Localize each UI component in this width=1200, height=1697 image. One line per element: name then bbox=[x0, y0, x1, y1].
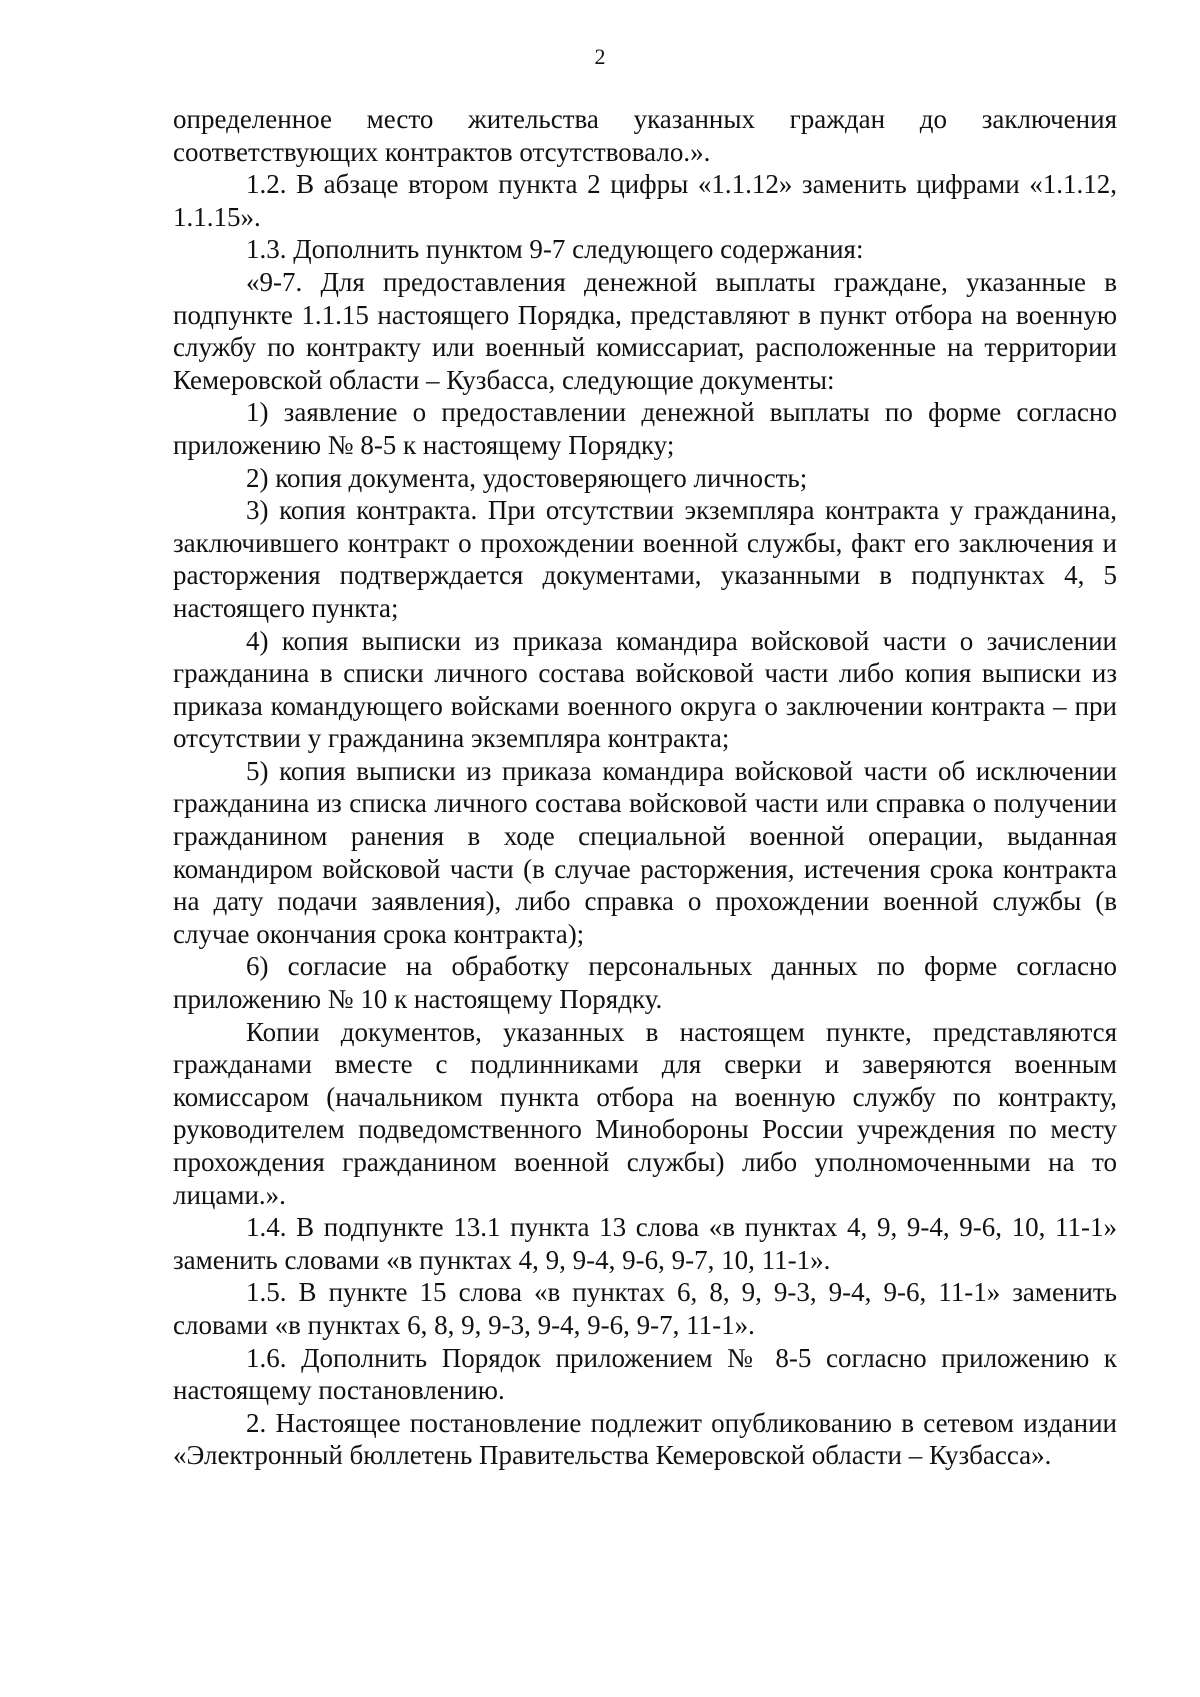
paragraph-doc-1: 1) заявление о предоставлении денежной выплаты по форме согласно приложению № 8-5 к настоящему Порядку; bbox=[173, 397, 1117, 460]
document-body bbox=[173, 103, 1117, 1472]
paragraph-doc-4: 4) копия выписки из приказа командира войсковой части о зачислении гражданина в списки личного состава войсковой части либо копия выписки из приказа командующего войсками военного округа о заключении контракта – при отсутствии у гражданина экземпляра контракта; bbox=[173, 625, 1117, 754]
paragraph-doc-2: 2) копия документа, удостоверяющего личность; bbox=[246, 462, 808, 493]
paragraph-item-1-2: 1.2. В абзаце втором пункта 2 цифры «1.1.12» заменить цифрами «1.1.12, 1.1.15». bbox=[173, 169, 1117, 232]
paragraph-copies: Копии документов, указанных в настоящем пункте, представляются гражданами вместе с подлинниками для сверки и заверяются военным комиссаром (начальником пункта отбора на военную службу по контракту, руководителем подведомственного Минобороны России учреждения по месту прохождения гражданином военной службы) либо уполномоченными на то лицами.». bbox=[173, 1016, 1117, 1210]
paragraph-item-1-4: 1.4. В подпункте 13.1 пункта 13 слова «в пунктах 4, 9, 9-4, 9-6, 10, 11-1» заменить словами «в пунктах 4, 9, 9-4, 9-6, 9-7, 10, 11-1». bbox=[173, 1212, 1117, 1275]
paragraph-doc-6: 6) согласие на обработку персональных данных по форме согласно приложению № 10 к настоящему Порядку. bbox=[173, 951, 1117, 1015]
page-number: 2 bbox=[594, 44, 606, 69]
paragraph-item-1-3: 1.3. Дополнить пунктом 9-7 следующего содержания: bbox=[246, 234, 864, 265]
paragraph-doc-3: 3) копия контракта. При отсутствии экземпляра контракта у гражданина, заключившего контракт о прохождении военной службы, факт его заключения и расторжения подтверждается документами, указанными в подпунктах 4, 5 настоящего пункта; bbox=[173, 495, 1117, 623]
paragraph-item-1-5: 1.5. В пункте 15 слова «в пунктах 6, 8, 9, 9-3, 9-4, 9-6, 11-1» заменить словами «в пунктах 6, 8, 9, 9-3, 9-4, 9-6, 9-7, 11-1». bbox=[173, 1277, 1117, 1340]
paragraph-item-1-6: 1.6. Дополнить Порядок приложением № 8-5 согласно приложению к настоящему постановлению. bbox=[173, 1342, 1117, 1406]
paragraph-doc-5: 5) копия выписки из приказа командира войсковой части об исключении гражданина из списка личного состава войсковой части или справка о получении гражданином ранения в ходе специальной военной операции, выданная командиром войсковой части (в случае расторжения, истечения срока контракта на дату подачи заявления), либо справка о прохождении военной службы (в случае окончания срока контракта); bbox=[173, 755, 1117, 949]
paragraph-continuation: определенное место жительства указанных граждан до заключения соответствующих контрактов отсутствовало.». bbox=[173, 104, 1117, 167]
paragraph-item-2: 2. Настоящее постановление подлежит опубликованию в сетевом издании «Электронный бюллетень Правительства Кемеровской области – Кузбасса». bbox=[173, 1407, 1117, 1471]
paragraph-point-9-7: «9-7. Для предоставления денежной выплаты граждане, указанные в подпункте 1.1.15 настоящего Порядка, представляют в пункт отбора на военную службу по контракту или военный комиссариат, расположенные на территории Кемеровской области – Кузбасса, следующие документы: bbox=[173, 266, 1117, 395]
